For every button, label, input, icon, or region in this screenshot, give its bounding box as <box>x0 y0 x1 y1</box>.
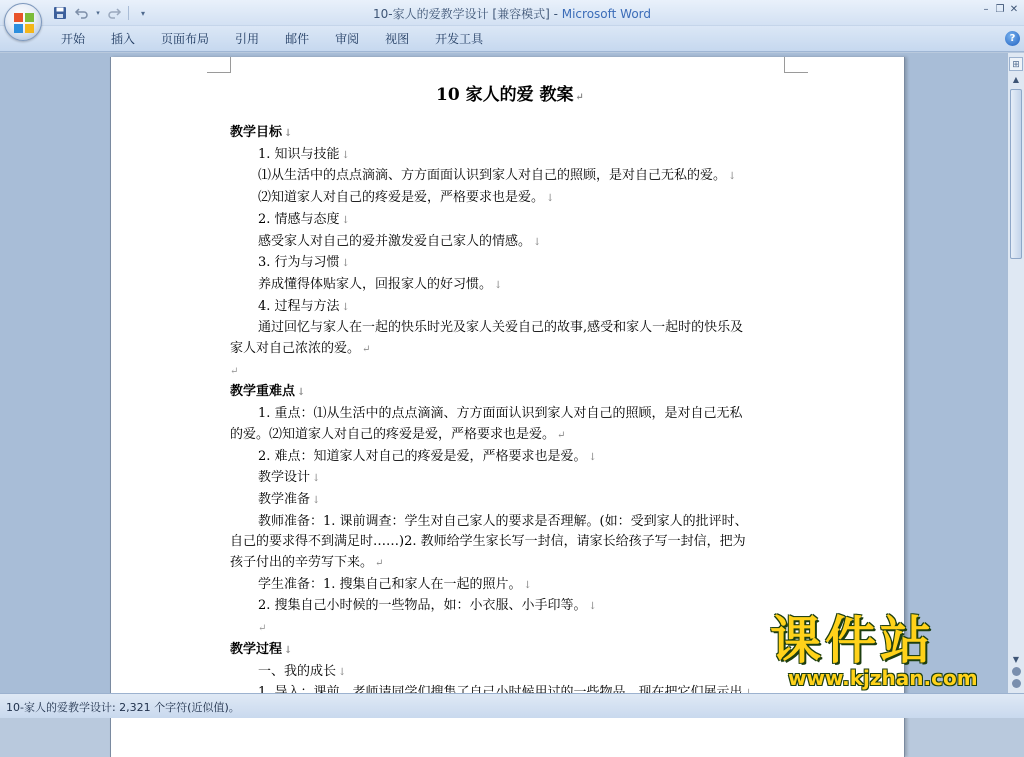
document-body[interactable] <box>230 81 790 705</box>
paragraph-mark: ↓ <box>284 644 293 656</box>
title-bar <box>0 0 1024 26</box>
document-line <box>230 275 790 297</box>
paragraph-mark: ↓ <box>341 301 350 313</box>
app-name: Microsoft Word <box>561 7 652 21</box>
paragraph-mark: ↓ <box>341 214 350 226</box>
line-text: 教学过程 <box>230 641 283 657</box>
document-line <box>230 361 790 383</box>
tab-view[interactable]: 视图 <box>385 32 410 46</box>
line-text: 通过回忆与家人在一起的快乐时光及家人关爱自己的故事,感受和家人一起时的快乐及 <box>258 320 744 336</box>
tab-review[interactable]: 审阅 <box>335 32 360 46</box>
watermark-url: www.kjzhan.com <box>788 666 978 690</box>
view-ruler-icon[interactable]: ⊞ <box>1009 57 1023 71</box>
document-line <box>230 553 790 575</box>
crop-mark-top-left <box>207 57 231 73</box>
scroll-up-icon[interactable]: ▲ <box>1012 75 1020 84</box>
paragraph-mark: ↓ <box>341 258 350 270</box>
paragraph-mark: ↵ <box>557 429 566 441</box>
paragraph-mark: ↓ <box>494 279 503 291</box>
document-line <box>230 662 790 684</box>
tab-mailings[interactable]: 邮件 <box>285 32 310 46</box>
line-text: 2. 搜集自己小时候的一些物品，如：小衣服、小手印等。 <box>258 598 587 614</box>
line-text: 家人对自己浓浓的爱。 <box>230 341 361 357</box>
status-bar <box>0 693 1024 718</box>
minimize-icon[interactable]: – <box>983 3 989 15</box>
section-heading <box>230 640 790 662</box>
paragraph-mark: ↓ <box>523 579 532 591</box>
office-button[interactable] <box>4 3 42 41</box>
paragraph-mark: ↓ <box>297 387 306 399</box>
document-line <box>230 596 790 618</box>
line-text: 教学重难点 <box>230 384 296 400</box>
restore-icon[interactable]: ❐ <box>995 3 1005 15</box>
line-text: 2. 情感与态度 <box>258 211 340 227</box>
line-text: 养成懂得体贴家人，回报家人的好习惯。 <box>258 276 493 292</box>
tab-page-layout[interactable]: 页面布局 <box>161 32 210 46</box>
paragraph-mark: ↵ <box>230 365 239 377</box>
scroll-down-icon[interactable]: ▼ <box>1012 655 1020 664</box>
document-line <box>230 447 790 469</box>
paragraph-mark: ↵ <box>362 344 371 356</box>
document-line <box>230 188 790 210</box>
document-line <box>230 297 790 319</box>
paragraph-mark: ↓ <box>728 171 737 183</box>
tab-insert[interactable]: 插入 <box>111 32 136 46</box>
section-heading <box>230 123 790 145</box>
office-logo-icon <box>13 12 35 34</box>
line-text: 教学目标 <box>230 125 283 140</box>
undo-dropdown-icon[interactable]: ▾ <box>96 9 100 17</box>
qat-dropdown-icon[interactable]: ▾ <box>140 8 145 18</box>
ribbon-tab-bar <box>0 26 1024 52</box>
crop-mark-top-right <box>784 57 808 73</box>
document-lines <box>230 123 790 705</box>
line-text: 1. 知识与技能 <box>258 146 340 162</box>
document-heading-text: 10 家人的爱 教案 <box>436 85 574 105</box>
watermark-title: 课件站 <box>770 612 936 671</box>
paragraph-mark: ↓ <box>546 193 555 205</box>
document-line <box>230 210 790 232</box>
paragraph-mark: ↓ <box>338 666 347 678</box>
line-text: 学生准备：1. 搜集自己和家人在一起的照片。 <box>258 576 522 592</box>
document-line <box>230 468 790 490</box>
document-heading <box>230 81 790 109</box>
line-text: 一、我的成长 <box>258 663 337 679</box>
line-text: 1. 重点：⑴从生活中的点点滴滴、方方面面认识到家人对自己的照顾，是对自己无私 <box>258 406 743 422</box>
document-workspace <box>0 53 1007 693</box>
paragraph-mark: ↓ <box>284 128 293 139</box>
document-line <box>230 232 790 254</box>
window-controls <box>980 2 1020 16</box>
line-text: 孩子付出的辛劳写下来。 <box>230 555 374 571</box>
previous-page-icon[interactable] <box>1012 667 1021 676</box>
vertical-scrollbar[interactable] <box>1007 53 1024 693</box>
tab-developer[interactable]: 开发工具 <box>435 32 484 46</box>
kjzhan-watermark-logo <box>770 614 1010 694</box>
document-line <box>230 318 790 339</box>
line-text: 3. 行为与习惯 <box>258 255 340 271</box>
line-text: 自己的要求得不到满足时……)2. 教师给学生家长写一封信，请家长给孩子写一封信，把为 <box>230 534 746 550</box>
paragraph-mark: ↵ <box>575 92 584 103</box>
help-icon[interactable]: ? <box>1005 31 1020 46</box>
line-text: 4. 过程与方法 <box>258 298 340 314</box>
paragraph-mark: ↓ <box>588 601 597 613</box>
line-text: ⑴从生活中的点点滴滴、方方面面认识到家人对自己的照顾，是对自己无私的爱。 <box>258 168 727 184</box>
line-text: 教学准备 <box>258 491 311 507</box>
tab-references[interactable]: 引用 <box>235 32 260 46</box>
paragraph-mark: ↓ <box>312 494 321 506</box>
line-text: 教师准备：1. 课前调查：学生对自己家人的要求是否理解。(如：受到家人的批评时、 <box>258 513 748 529</box>
document-line <box>230 404 790 425</box>
close-icon[interactable]: ✕ <box>1009 3 1019 15</box>
scroll-thumb[interactable] <box>1010 89 1022 259</box>
line-text: ⑵知道家人对自己的疼爱是爱，严格要求也是爱。 <box>258 190 545 206</box>
ribbon-tabs <box>48 30 496 48</box>
document-line <box>230 166 790 188</box>
tab-home[interactable]: 开始 <box>61 32 86 46</box>
section-heading <box>230 382 790 404</box>
document-line <box>230 512 790 533</box>
document-line <box>230 618 790 640</box>
document-line <box>230 490 790 512</box>
paragraph-mark: ↓ <box>341 149 350 161</box>
document-title: 10-家人的爱教学设计 [兼容模式] - <box>372 7 562 21</box>
paragraph-mark: ↓ <box>588 451 597 463</box>
line-text: 感受家人对自己的爱并激发爱自己家人的情感。 <box>258 233 532 249</box>
line-text: 2. 难点：知道家人对自己的疼爱是爱，严格要求也是爱。 <box>258 448 587 464</box>
select-browse-object-icon[interactable] <box>1012 679 1021 688</box>
document-line <box>230 145 790 167</box>
status-word-count[interactable]: 10-家人的爱教学设计: 2,321 个字符(近似值)。 <box>6 701 240 714</box>
paragraph-mark: ↓ <box>312 473 321 485</box>
line-text: 的爱。⑵知道家人对自己的疼爱是爱，严格要求也是爱。 <box>230 426 556 442</box>
paragraph-mark: ↓ <box>533 236 542 248</box>
document-line <box>230 253 790 275</box>
document-line <box>230 425 790 447</box>
paragraph-mark: ↵ <box>375 558 384 570</box>
line-text: 教学设计 <box>258 470 311 486</box>
paragraph-mark: ↵ <box>258 623 267 635</box>
document-line <box>230 532 790 553</box>
document-line <box>230 575 790 597</box>
document-line <box>230 339 790 361</box>
window-title <box>0 5 1024 22</box>
